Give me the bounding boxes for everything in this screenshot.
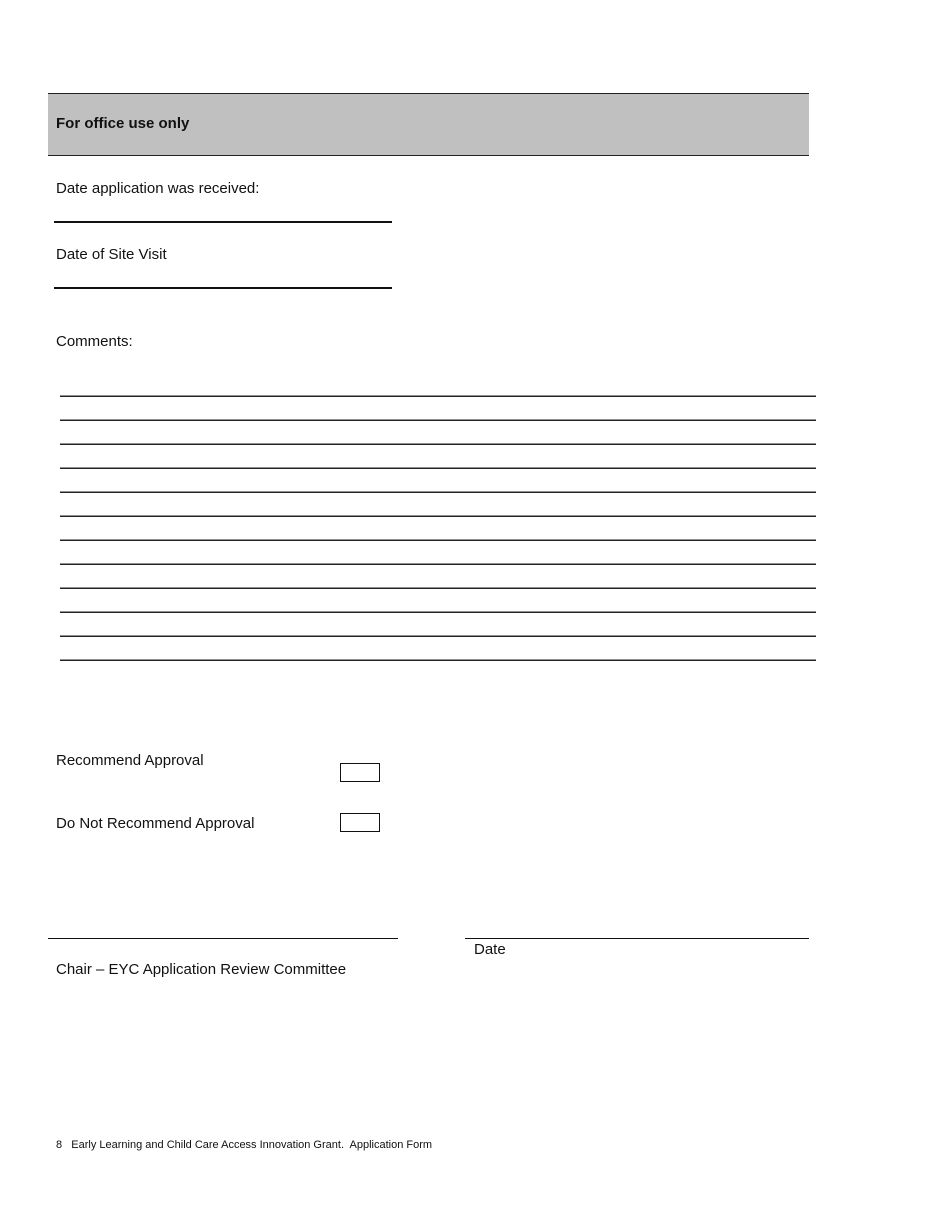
footer-text: Early Learning and Child Care Access Innovation Grant. Application Form [71,1139,433,1151]
site-visit-label: Date of Site Visit [56,246,167,263]
site-visit-field[interactable] [54,287,392,289]
date-signature-line[interactable] [465,938,809,939]
date-label: Date [474,941,506,958]
not-recommend-approval-checkbox[interactable] [340,813,380,832]
comments-area[interactable] [60,373,816,665]
page-number: 8 [56,1139,63,1151]
chair-label: Chair – EYC Application Review Committee [56,961,347,978]
recommend-approval-label: Recommend Approval [56,752,204,769]
date-received-label: Date application was received: [56,180,260,197]
chair-signature-line[interactable] [48,938,398,939]
comments-label: Comments: [56,333,133,350]
recommend-approval-checkbox[interactable] [340,763,380,782]
page-footer [56,1139,432,1151]
office-use-title: For office use only [56,115,190,132]
not-recommend-approval-label: Do Not Recommend Approval [56,815,255,832]
date-received-field[interactable] [54,221,392,223]
office-use-header [48,93,809,156]
